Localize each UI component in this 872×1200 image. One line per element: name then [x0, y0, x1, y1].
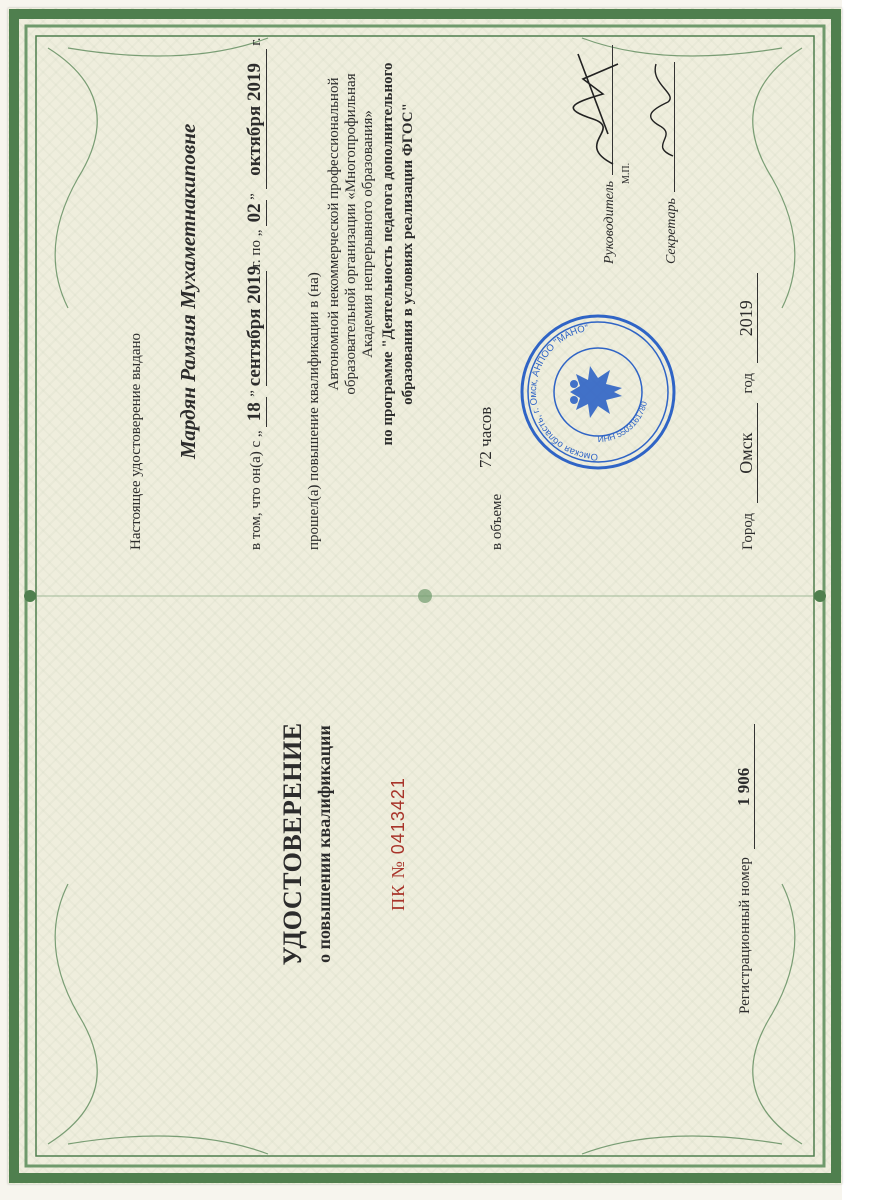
period-mid: г. по „ [248, 229, 264, 268]
start-day: 18 [244, 397, 267, 427]
year-label: год [740, 372, 756, 394]
city-value: Омск [736, 403, 758, 503]
head-label: Руководитель [602, 180, 617, 264]
passed-label: прошел(а) повышение квалификации в (на) [306, 272, 322, 550]
program-prefix: по программе [380, 351, 396, 446]
registration-label: Регистрационный номер [737, 857, 753, 1014]
period-suffix: г. [248, 37, 264, 46]
scan-margin [842, 0, 872, 1200]
organization-stamp [518, 312, 678, 472]
end-month-year: октября 2019 [244, 49, 267, 189]
registration-number: 1 906 [734, 724, 755, 849]
eagle-emblem-icon [570, 366, 622, 418]
mp-label: М.П. [621, 162, 632, 184]
serial-label: ПК № [388, 860, 408, 911]
issued-to-label: Настоящее удостоверение выдано [128, 332, 144, 550]
certificate-title: УДОСТОВЕРЕНИЕ [278, 722, 307, 966]
city-row [736, 273, 758, 550]
serial-number-row [388, 644, 409, 1044]
organization-name: Автономной некоммерческой профессиональной образовательной организации «Многопрофильная Академия непрерывного образования» [326, 73, 376, 395]
certificate-subtitle: о повышении квалификации [314, 725, 334, 963]
volume-label: в объеме [489, 493, 505, 550]
program-name: "Деятельность педагога дополнительного образования в условиях реализации ФГОС" [380, 62, 416, 405]
period-prefix: в том, что он(а) с „ [248, 430, 264, 550]
certificate-content [8, 8, 842, 1184]
end-day: 02 [244, 200, 267, 226]
serial-number: 0413421 [388, 777, 408, 855]
volume-row [476, 406, 506, 550]
secretary-label: Секретарь [664, 198, 679, 264]
stamp-text: Омская область, г. Омск, АНПОО "МАНО" [527, 322, 599, 463]
holder-name: Мардян Рамзия Мухаметнакиповне [176, 123, 200, 459]
year-value: 2019 [736, 273, 758, 363]
head-signature [563, 44, 633, 174]
secretary-signature [638, 54, 688, 164]
registration-row [734, 724, 755, 1014]
certificate-sheet [8, 8, 842, 1184]
period-row: в том, что он(а) с „ 18” сентября 2019 г. по „ 02” октября 2019 г. [244, 37, 265, 550]
start-month-year: сентября 2019 [244, 265, 265, 387]
stamp-inn: ИНН 5503161780 [597, 400, 649, 445]
city-label: Город [740, 512, 756, 550]
volume-value: 72 часов [476, 406, 495, 469]
program-block [378, 44, 418, 464]
